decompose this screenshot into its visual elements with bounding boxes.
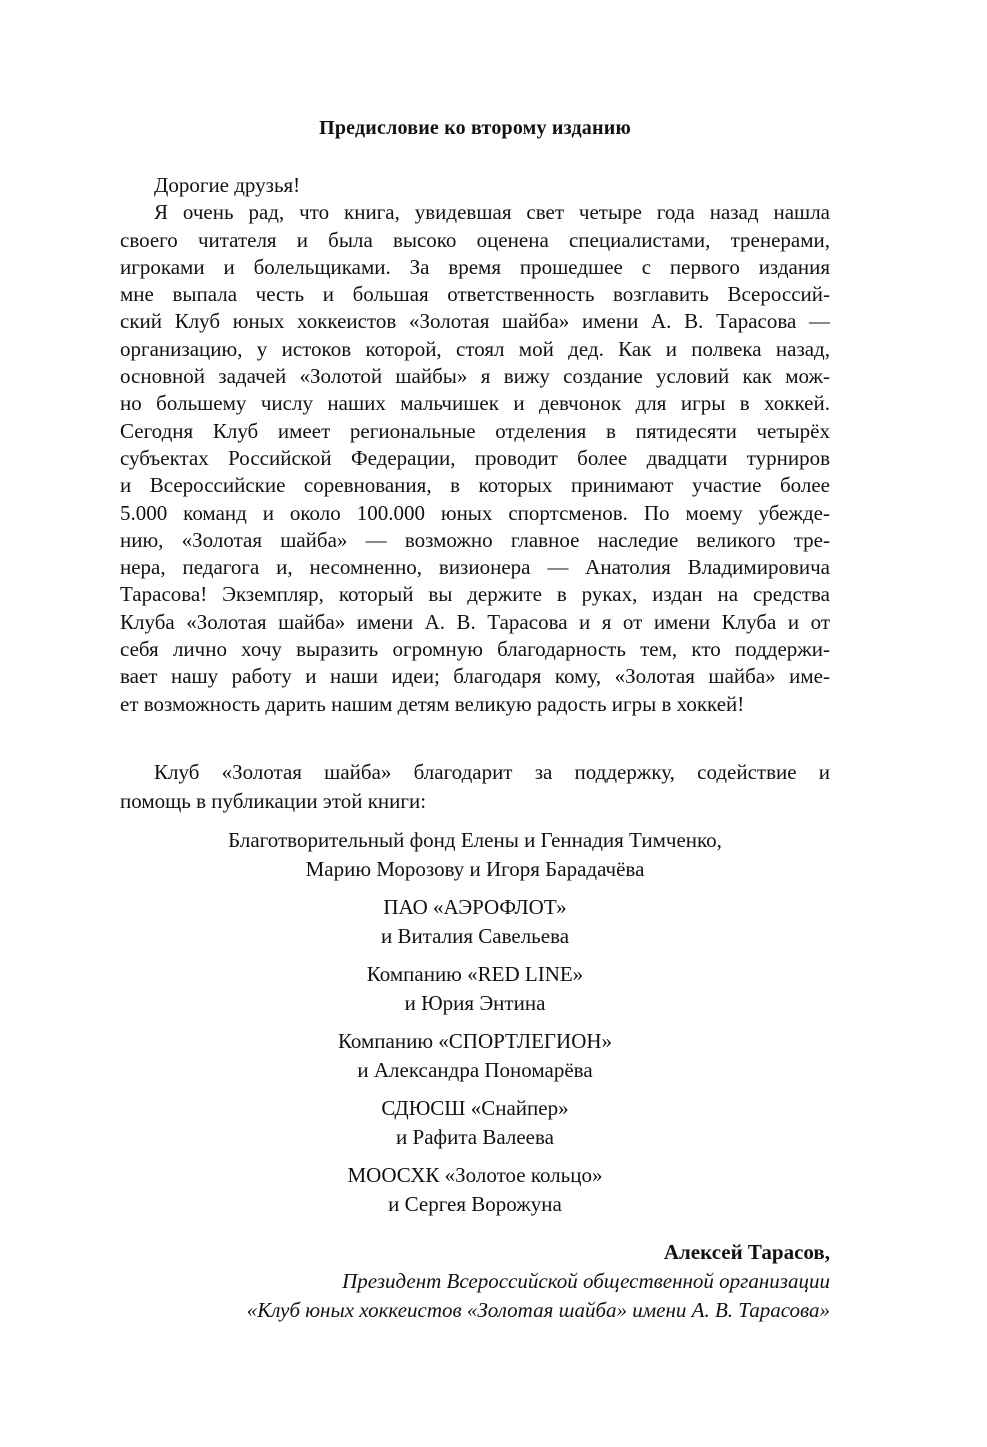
- signature-title-line: «Клуб юных хоккеистов «Золотая шайба» имени А. В. Тарасова»: [246, 1298, 830, 1322]
- sponsor-person: и Сергея Ворожуна: [388, 1192, 562, 1216]
- sponsor-entry: [120, 893, 830, 951]
- sponsor-entry: [120, 960, 830, 1018]
- main-paragraph: [120, 199, 830, 718]
- sponsor-person: и Юрия Энтина: [404, 991, 546, 1015]
- paragraph-line: и Всероссийские соревнования, в которых принимают участие более: [120, 473, 830, 498]
- paragraph-line: но большему числу наших мальчишек и девчонок для игры в хоккей.: [120, 391, 830, 416]
- paragraph-line: ет возможность дарить нашим детям великую радость игры в хоккей!: [120, 691, 745, 716]
- document-page: [120, 0, 830, 1447]
- paragraph-line: Сегодня Клуб имеет региональные отделения в пятидесяти четырёх: [120, 418, 830, 443]
- sponsor-organization: ПАО «АЭРОФЛОТ»: [383, 895, 567, 919]
- sponsor-person: Марию Морозову и Игоря Барадачёва: [305, 857, 645, 881]
- sponsor-entry: [120, 1161, 830, 1219]
- paragraph-line: мне выпала честь и большая ответственность возглавить Всероссий-: [120, 282, 830, 307]
- sponsor-entry: [120, 1094, 830, 1152]
- paragraph-line: нера, педагога и, несомненно, визионера — Анатолия Владимировича: [120, 555, 830, 580]
- signature-block: [120, 1238, 830, 1325]
- paragraph-line: Тарасова! Экземпляр, который вы держите в руках, издан на средства: [120, 582, 830, 607]
- paragraph-line: нию, «Золотая шайба» — возможно главное наследие великого тре-: [120, 527, 830, 552]
- paragraph-line: своего читателя и была высоко оценена специалистами, тренерами,: [120, 227, 830, 252]
- paragraph-line: основной задачей «Золотой шайбы» я вижу создание условий как мож-: [120, 364, 830, 389]
- sponsor-entry: [120, 826, 830, 884]
- thanks-line: помощь в публикации этой книги:: [120, 789, 427, 813]
- paragraph-line: 5.000 команд и около 100.000 юных спортсменов. По моему убежде-: [120, 500, 830, 525]
- paragraph-line: игроками и болельщиками. За время прошедшее с первого издания: [120, 254, 830, 279]
- sponsor-organization: Благотворительный фонд Елены и Геннадия Тимченко,: [228, 828, 722, 852]
- thanks-paragraph: [120, 758, 830, 816]
- thanks-line: Клуб «Золотая шайба» благодарит за поддержку, содействие и: [154, 760, 830, 784]
- paragraph-line: вает нашу работу и наши идеи; благодаря кому, «Золотая шайба» име-: [120, 664, 830, 689]
- paragraph-line: организацию, у истоков которой, стоял мой дед. Как и полвека назад,: [120, 336, 830, 361]
- sponsor-list: [120, 826, 830, 1228]
- preface-body: [120, 172, 830, 718]
- sponsor-organization: Компанию «СПОРТЛЕГИОН»: [337, 1029, 613, 1053]
- sponsor-person: и Александра Пономарёва: [357, 1058, 593, 1082]
- paragraph-line: Я очень рад, что книга, увидевшая свет четыре года назад нашла: [154, 200, 830, 225]
- page-title: Предисловие ко второму изданию: [319, 117, 631, 139]
- signature-name: Алексей Тарасов,: [663, 1240, 830, 1264]
- signature-title-line: Президент Всероссийской общественной организации: [342, 1269, 830, 1293]
- greeting: Дорогие друзья!: [154, 173, 301, 197]
- paragraph-line: ский Клуб юных хоккеистов «Золотая шайба» имени А. В. Тарасова —: [120, 309, 830, 334]
- sponsor-organization: Компанию «RED LINE»: [366, 962, 584, 986]
- sponsor-person: и Рафита Валеева: [396, 1125, 554, 1149]
- paragraph-line: Клуба «Золотая шайба» имени А. В. Тарасова и я от имени Клуба и от: [120, 609, 830, 634]
- sponsor-entry: [120, 1027, 830, 1085]
- sponsor-person: и Виталия Савельева: [380, 924, 570, 948]
- paragraph-line: себя лично хочу выразить огромную благодарность тем, кто поддержи-: [120, 637, 830, 662]
- sponsor-organization: СДЮСШ «Снайпер»: [381, 1096, 569, 1120]
- sponsor-organization: МООСХК «Золотое кольцо»: [347, 1163, 603, 1187]
- paragraph-line: субъектах Российской Федерации, проводит более двадцати турниров: [120, 445, 830, 470]
